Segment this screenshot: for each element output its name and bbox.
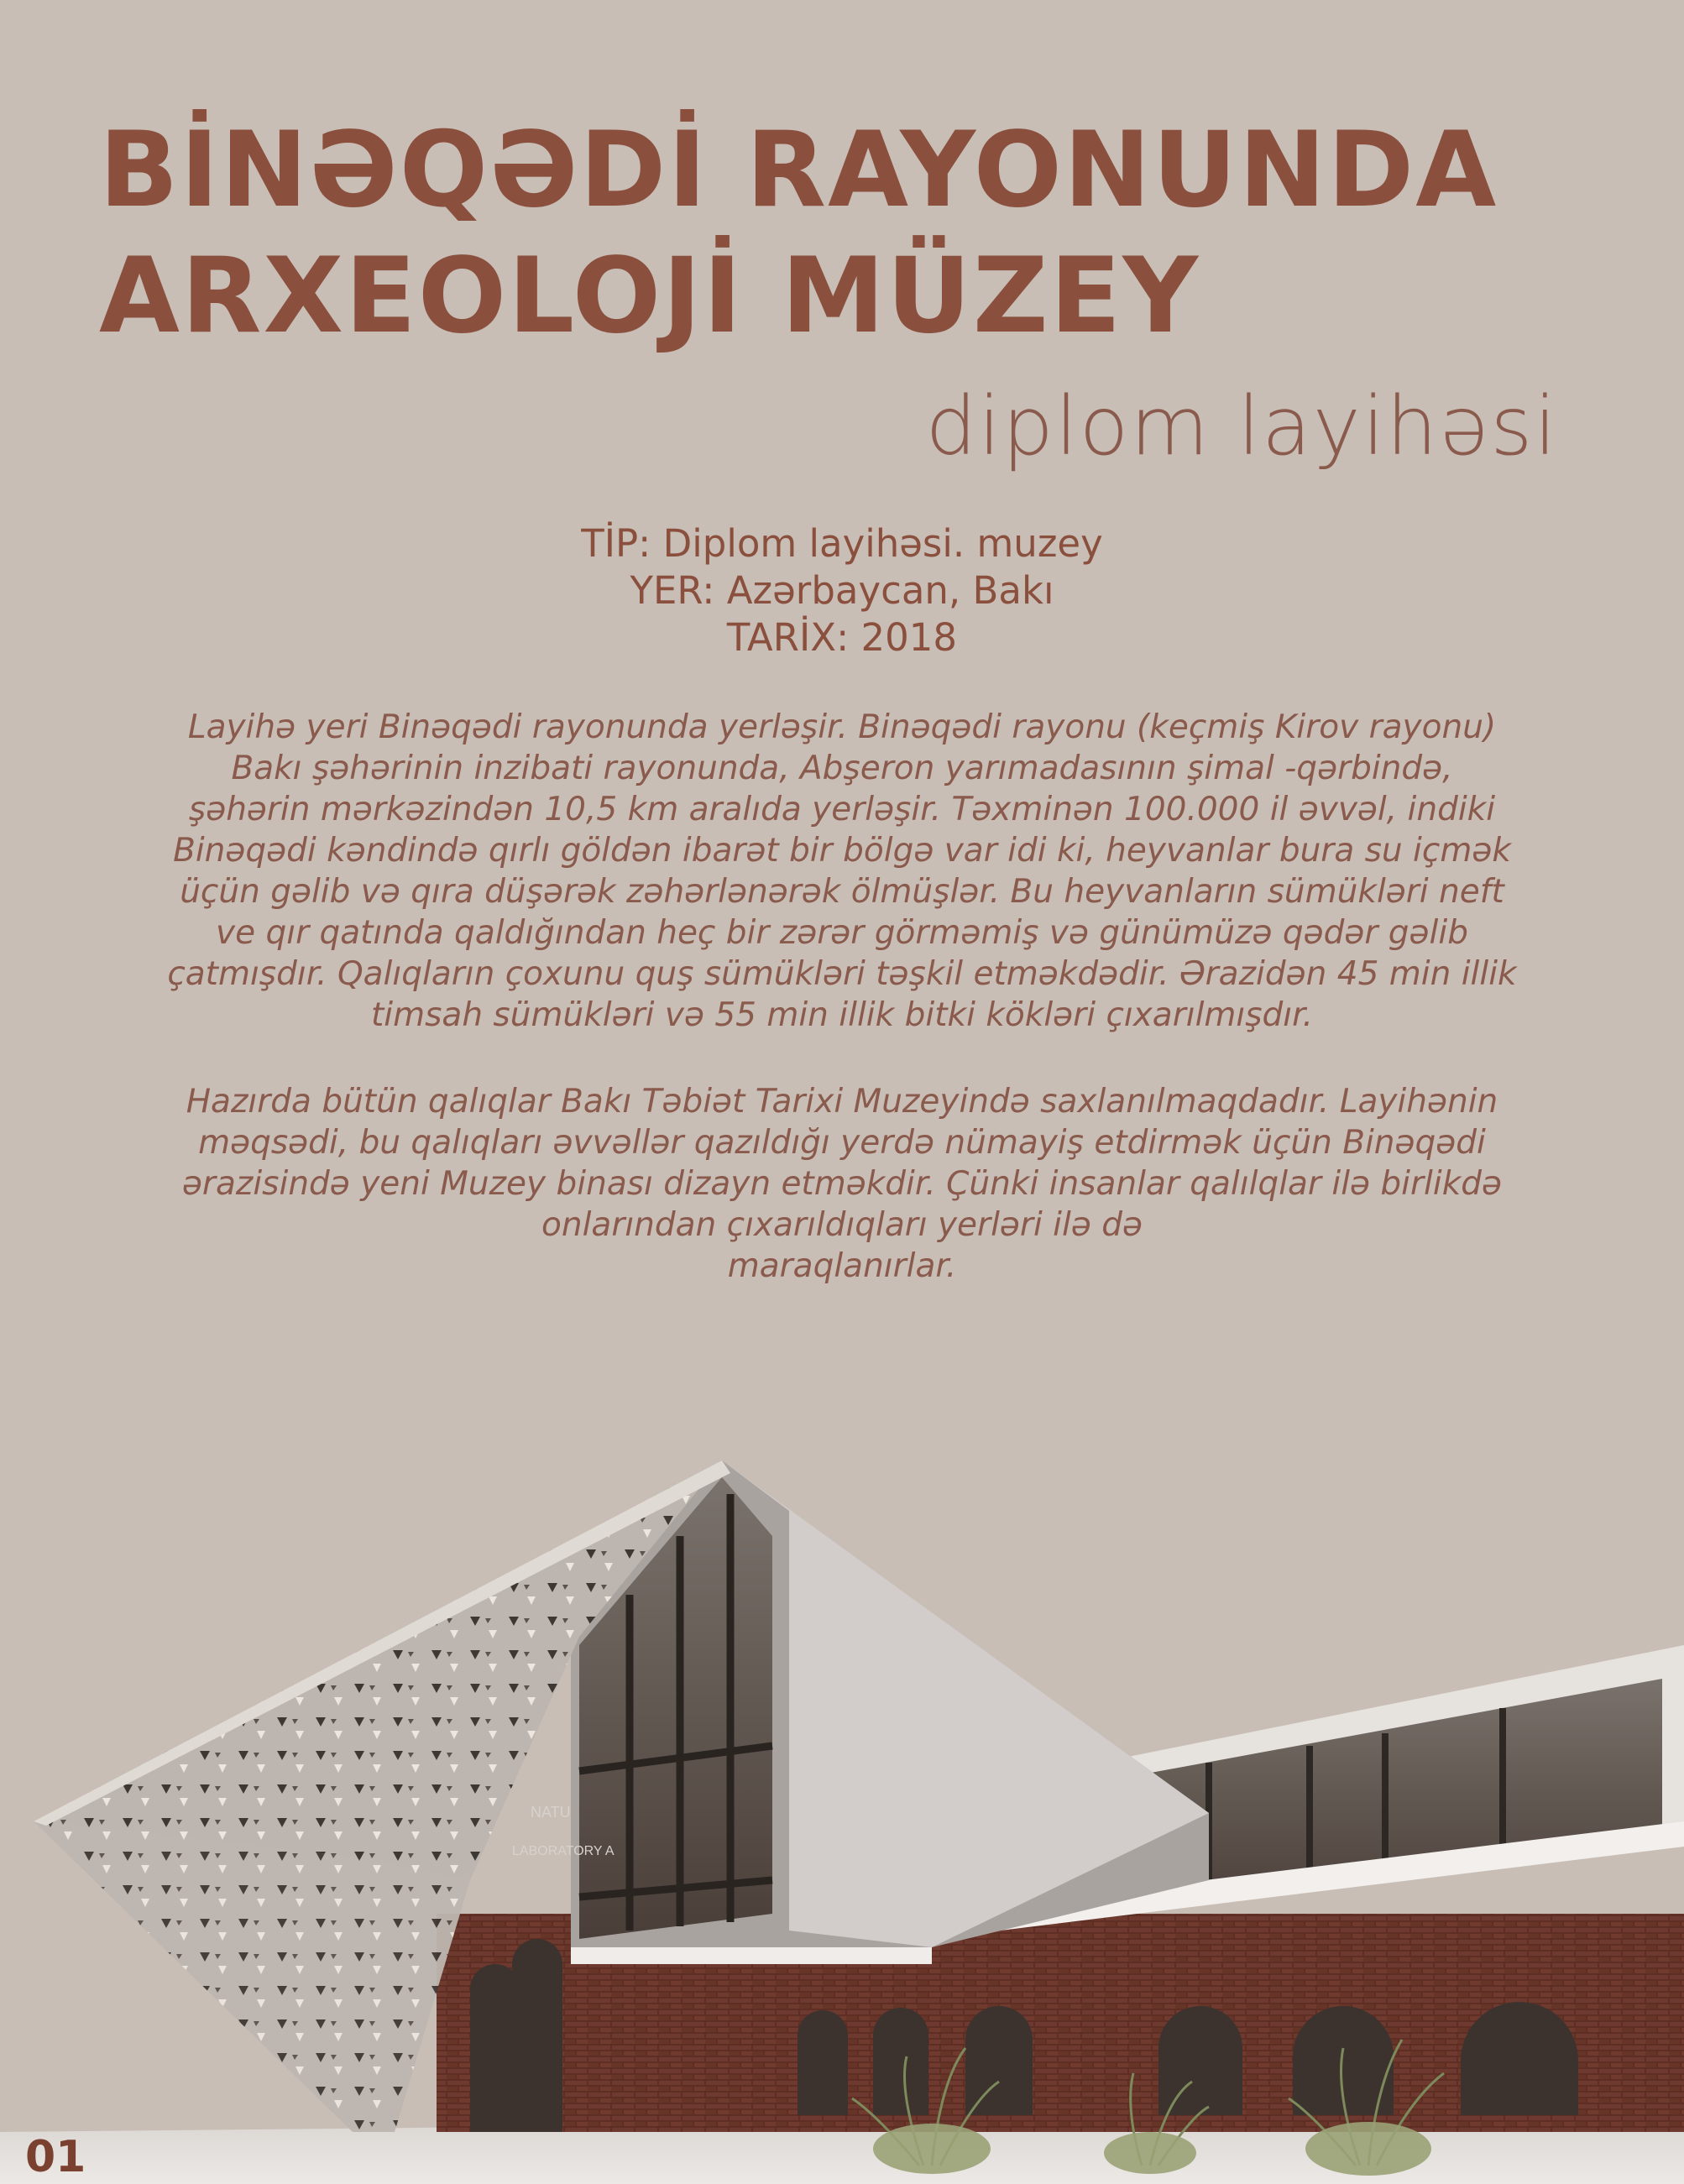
paragraph-line: Hazırda bütün qalıqlar Bakı Təbiət Tarixi Muzeyində saxlanılmaqdadır. Layihənin xyxy=(186,1083,1498,1121)
meta-place: YER: Azərbaycan, Bakı xyxy=(630,568,1054,613)
render-sign-line-2: LABORATORY A xyxy=(512,1844,615,1858)
paragraph-line: timsah sümükləri və 55 min illik bitki kökləri çıxarılmışdır. xyxy=(370,996,1313,1034)
museum-building-render xyxy=(0,1410,1684,2184)
paragraph-line: onlarından çıxarıldıqları yerləri ilə də xyxy=(541,1206,1143,1244)
meta-type: TİP: Diplom layihəsi. muzey xyxy=(581,521,1103,566)
paragraph-line: ərazisində yeni Muzey binası dizayn etməkdir. Çünki insanlar qalılqlar ilə birlikdə xyxy=(181,1165,1503,1203)
paragraph-line: Binəqədi kəndində qırlı göldən ibarət bir bölgə var idi ki, heyvanlar bura su içmək xyxy=(173,832,1511,870)
title-line-1: BİNƏQƏDİ RAYONUNDA xyxy=(99,110,1498,231)
paragraph-line: ve qır qatında qaldığından heç bir zərər görməmiş və günümüzə qədər gəlib xyxy=(216,914,1468,952)
page-subtitle: diplom layihəsi xyxy=(925,379,1558,473)
description-paragraph-2 xyxy=(101,1081,1583,1287)
description-paragraph-1 xyxy=(101,707,1583,1036)
paragraph-line: Layihə yeri Binəqədi rayonunda yerləşir. Binəqədi rayonu (keçmiş Kirov rayonu) xyxy=(187,708,1497,746)
paragraph-line: məqsədi, bu qalıqları əvvəllər qazıldığı yerdə nümayiş etdirmək üçün Binəqədi xyxy=(198,1124,1486,1162)
page-number: 01 xyxy=(25,2132,86,2182)
paragraph-line: şəhərin mərkəzindən 10,5 km aralıda yerləşir. Təxminən 100.000 il əvvəl, indiki xyxy=(188,791,1496,828)
page-title xyxy=(99,107,1610,359)
paragraph-line: çatmışdır. Qalıqların çoxunu quş sümükləri təşkil etməkdədir. Ərazidən 45 min illik xyxy=(167,955,1517,993)
project-meta xyxy=(0,520,1684,661)
paragraph-line: üçün gəlib və qıra düşərək zəhərlənərək ölmüşlər. Bu heyvanların sümükləri neft xyxy=(180,873,1504,911)
title-line-2: ARXEOLOJİ MÜZEY xyxy=(99,236,1200,357)
render-sign-line-1: NATU xyxy=(531,1804,571,1821)
paragraph-line: maraqlanırlar. xyxy=(727,1247,957,1285)
meta-date: TARİX: 2018 xyxy=(726,615,958,660)
paragraph-line: Bakı şəhərinin inzibati rayonunda, Abşeron yarımadasının şimal -qərbində, xyxy=(231,750,1453,787)
